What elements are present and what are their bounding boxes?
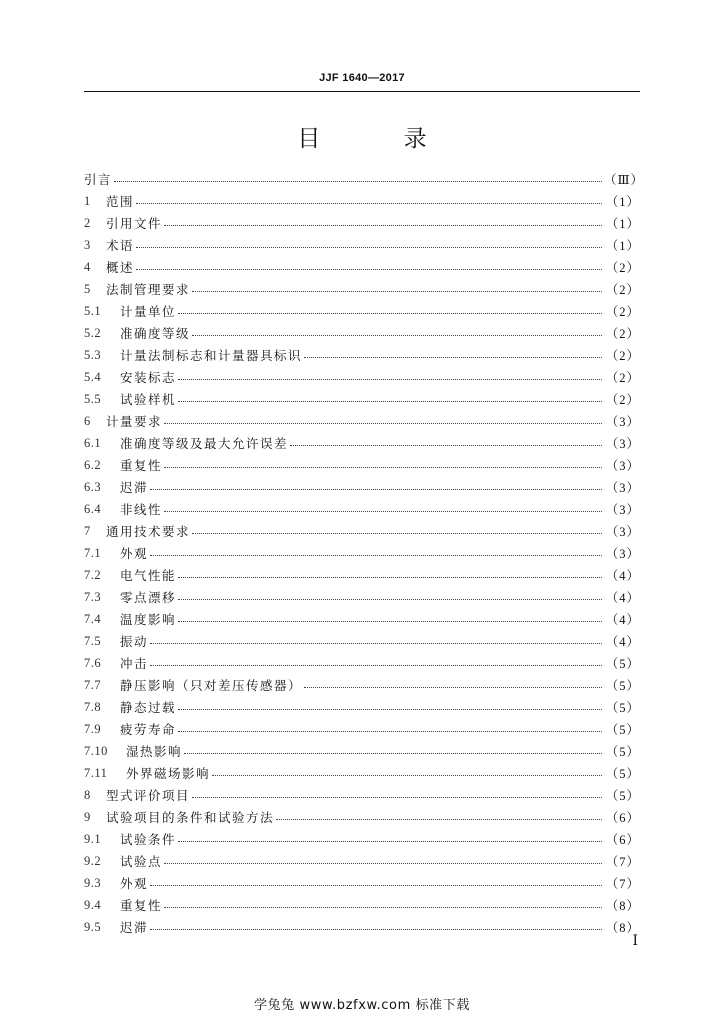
toc-dot-leader xyxy=(150,872,602,894)
toc-entry-number: 3 xyxy=(84,237,91,252)
toc-entry-page: （4） xyxy=(605,613,640,627)
toc-entry-title: 型式评价项目 xyxy=(106,788,191,803)
toc-entry-number: 7.1 xyxy=(84,545,102,560)
toc-dot-leader xyxy=(178,586,602,608)
toc-entry[interactable] xyxy=(84,784,640,806)
toc-entry-page: （1） xyxy=(605,239,640,253)
toc-dot-leader xyxy=(178,366,602,388)
toc-entry-page: （5） xyxy=(605,745,640,759)
toc-entry-number: 9.3 xyxy=(84,875,102,890)
toc-dot-leader xyxy=(178,388,602,410)
toc-entry-title: 术语 xyxy=(106,238,135,253)
toc-entry[interactable] xyxy=(84,828,640,850)
toc-entry[interactable] xyxy=(84,894,640,916)
toc-entry[interactable] xyxy=(84,542,640,564)
toc-entry-title: 范围 xyxy=(106,194,135,209)
toc-dot-leader xyxy=(136,256,602,278)
toc-entry[interactable] xyxy=(84,256,640,278)
toc-entry[interactable] xyxy=(84,652,640,674)
toc-entry[interactable] xyxy=(84,718,640,740)
toc-entry-page: （3） xyxy=(605,547,640,561)
toc-entry[interactable] xyxy=(84,630,640,652)
toc-entry-page: （2） xyxy=(605,261,640,275)
toc-entry[interactable] xyxy=(84,366,640,388)
toc-entry[interactable] xyxy=(84,454,640,476)
toc-dot-leader xyxy=(114,168,602,190)
toc-entry[interactable] xyxy=(84,300,640,322)
toc-dot-leader xyxy=(164,498,602,520)
toc-entry-title: 试验样机 xyxy=(120,392,177,407)
toc-entry-number: 5.2 xyxy=(84,325,102,340)
toc-entry-number: 7.5 xyxy=(84,633,102,648)
toc-entry[interactable] xyxy=(84,168,645,190)
page-number: Ⅰ xyxy=(632,934,638,949)
standard-code-header: JJF 1640—2017 xyxy=(319,72,405,84)
toc-entry-title: 计量要求 xyxy=(106,414,163,429)
toc-dot-leader xyxy=(136,190,602,212)
toc-entry-title: 概述 xyxy=(106,260,135,275)
toc-entry-number: 9.1 xyxy=(84,831,102,846)
toc-entry[interactable] xyxy=(84,850,640,872)
toc-dot-leader xyxy=(136,234,602,256)
toc-dot-leader xyxy=(178,608,602,630)
toc-dot-leader xyxy=(150,542,602,564)
toc-entry-page: （5） xyxy=(605,789,640,803)
toc-entry-page: （2） xyxy=(605,393,640,407)
toc-entry-title: 试验项目的条件和试验方法 xyxy=(106,810,275,825)
toc-entry-number: 7.9 xyxy=(84,721,102,736)
toc-entry-page: （3） xyxy=(605,525,640,539)
toc-entry-page: （5） xyxy=(605,723,640,737)
toc-entry-page: （1） xyxy=(605,195,640,209)
toc-entry[interactable] xyxy=(84,432,640,454)
toc-entry[interactable] xyxy=(84,564,640,586)
toc-entry-page: （4） xyxy=(605,591,640,605)
toc-entry-page: （5） xyxy=(605,679,640,693)
toc-entry[interactable] xyxy=(84,410,640,432)
toc-entry-title: 外界磁场影响 xyxy=(126,766,211,781)
toc-entry-number: 6.1 xyxy=(84,435,102,450)
toc-entry-page: （3） xyxy=(605,481,640,495)
toc-dot-leader xyxy=(276,806,602,828)
toc-entry-title: 外观 xyxy=(120,546,149,561)
toc-entry-page: （5） xyxy=(605,767,640,781)
toc-entry-number: 9.2 xyxy=(84,853,102,868)
toc-entry-title: 疲劳寿命 xyxy=(120,722,177,737)
toc-entry-page: （2） xyxy=(605,283,640,297)
page-title: 目 录 xyxy=(297,126,465,152)
toc-entry-title: 静态过载 xyxy=(120,700,177,715)
toc-dot-leader xyxy=(164,212,602,234)
toc-entry-page: （3） xyxy=(605,503,640,517)
toc-entry-title: 迟滞 xyxy=(120,480,149,495)
toc-entry[interactable] xyxy=(84,344,640,366)
table-of-contents xyxy=(84,168,645,938)
toc-entry[interactable] xyxy=(84,322,640,344)
toc-dot-leader xyxy=(178,300,602,322)
toc-entry[interactable] xyxy=(84,762,640,784)
toc-entry-title: 引用文件 xyxy=(106,216,163,231)
toc-entry-page: （2） xyxy=(605,371,640,385)
toc-entry-title: 温度影响 xyxy=(120,612,177,627)
toc-dot-leader xyxy=(164,410,602,432)
header-divider xyxy=(84,91,640,92)
toc-entry[interactable] xyxy=(84,234,640,256)
toc-entry[interactable] xyxy=(84,586,640,608)
toc-entry-title: 引言 xyxy=(84,172,113,187)
toc-entry-number: 7.11 xyxy=(84,765,108,780)
toc-entry-page: （2） xyxy=(605,327,640,341)
toc-entry-number: 5 xyxy=(84,281,91,296)
toc-entry-number: 5.3 xyxy=(84,347,102,362)
toc-entry-number: 7 xyxy=(84,523,91,538)
toc-entry-title: 计量单位 xyxy=(120,304,177,319)
toc-entry-page: （4） xyxy=(605,635,640,649)
toc-entry-page: （3） xyxy=(605,415,640,429)
toc-dot-leader xyxy=(150,916,602,938)
toc-entry-number: 8 xyxy=(84,787,91,802)
toc-entry-title: 迟滞 xyxy=(120,920,149,935)
toc-entry-page: （4） xyxy=(605,569,640,583)
toc-entry-title: 安装标志 xyxy=(120,370,177,385)
toc-dot-leader xyxy=(178,564,602,586)
toc-entry[interactable] xyxy=(84,190,640,212)
toc-entry-title: 计量法制标志和计量器具标识 xyxy=(120,348,303,363)
toc-entry-number: 7.10 xyxy=(84,743,108,758)
toc-entry-title: 电气性能 xyxy=(120,568,177,583)
toc-entry-number: 7.7 xyxy=(84,677,102,692)
toc-entry-title: 静压影响（只对差压传感器） xyxy=(120,678,303,693)
toc-entry-page: （7） xyxy=(605,877,640,891)
toc-entry-number: 1 xyxy=(84,193,91,208)
toc-dot-leader xyxy=(290,432,602,454)
toc-entry-title: 准确度等级 xyxy=(120,326,191,341)
toc-entry-number: 6.2 xyxy=(84,457,102,472)
toc-entry[interactable] xyxy=(84,278,640,300)
toc-dot-leader xyxy=(184,740,602,762)
toc-entry-page: （3） xyxy=(605,437,640,451)
toc-entry-number: 6.4 xyxy=(84,501,102,516)
toc-entry-title: 非线性 xyxy=(120,502,163,517)
toc-entry-page: （2） xyxy=(605,305,640,319)
toc-entry-page: （7） xyxy=(605,855,640,869)
toc-dot-leader xyxy=(192,784,602,806)
toc-entry[interactable] xyxy=(84,674,640,696)
toc-entry[interactable] xyxy=(84,212,640,234)
toc-dot-leader xyxy=(150,652,602,674)
toc-entry-number: 5.5 xyxy=(84,391,102,406)
toc-entry-title: 重复性 xyxy=(120,898,163,913)
toc-entry-title: 法制管理要求 xyxy=(106,282,191,297)
toc-entry[interactable] xyxy=(84,806,640,828)
toc-entry-title: 通用技术要求 xyxy=(106,524,191,539)
toc-entry-page: （6） xyxy=(605,811,640,825)
toc-dot-leader xyxy=(192,520,602,542)
toc-entry-number: 7.4 xyxy=(84,611,102,626)
toc-entry-title: 试验点 xyxy=(120,854,163,869)
toc-entry[interactable] xyxy=(84,476,640,498)
toc-entry-title: 湿热影响 xyxy=(126,744,183,759)
toc-entry-title: 外观 xyxy=(120,876,149,891)
toc-entry-title: 重复性 xyxy=(120,458,163,473)
toc-entry[interactable] xyxy=(84,740,640,762)
toc-entry[interactable] xyxy=(84,916,640,938)
toc-entry-title: 试验条件 xyxy=(120,832,177,847)
toc-entry-number: 9 xyxy=(84,809,91,824)
toc-entry-title: 零点漂移 xyxy=(120,590,177,605)
toc-entry[interactable] xyxy=(84,498,640,520)
toc-entry-number: 7.2 xyxy=(84,567,102,582)
toc-entry-page: （5） xyxy=(605,701,640,715)
toc-entry-number: 2 xyxy=(84,215,91,230)
toc-dot-leader xyxy=(164,454,602,476)
toc-entry-number: 9.5 xyxy=(84,919,102,934)
toc-entry-page: （3） xyxy=(605,459,640,473)
toc-entry-number: 9.4 xyxy=(84,897,102,912)
toc-entry[interactable] xyxy=(84,872,640,894)
toc-entry[interactable] xyxy=(84,388,640,410)
toc-dot-leader xyxy=(178,696,602,718)
toc-dot-leader xyxy=(192,322,602,344)
toc-entry-number: 7.3 xyxy=(84,589,102,604)
toc-entry-number: 7.8 xyxy=(84,699,102,714)
toc-entry-title: 准确度等级及最大允许误差 xyxy=(120,436,289,451)
toc-entry-number: 5.4 xyxy=(84,369,102,384)
toc-entry-number: 6.3 xyxy=(84,479,102,494)
toc-dot-leader xyxy=(192,278,602,300)
toc-dot-leader xyxy=(164,894,602,916)
toc-entry-page: （6） xyxy=(605,833,640,847)
footer-watermark-text: 学兔兔 www.bzfxw.com 标准下载 xyxy=(254,998,470,1013)
toc-entry-number: 6 xyxy=(84,413,91,428)
toc-entry[interactable] xyxy=(84,696,640,718)
toc-entry[interactable] xyxy=(84,608,640,630)
toc-dot-leader xyxy=(178,718,602,740)
toc-dot-leader xyxy=(304,674,602,696)
toc-entry[interactable] xyxy=(84,520,640,542)
toc-dot-leader xyxy=(212,762,602,784)
toc-dot-leader xyxy=(150,476,602,498)
toc-dot-leader xyxy=(304,344,602,366)
toc-dot-leader xyxy=(164,850,602,872)
toc-dot-leader xyxy=(178,828,602,850)
toc-entry-number: 4 xyxy=(84,259,91,274)
toc-entry-page: （2） xyxy=(605,349,640,363)
toc-entry-page: （8） xyxy=(605,921,640,935)
toc-entry-number: 7.6 xyxy=(84,655,102,670)
toc-entry-page: （8） xyxy=(605,899,640,913)
toc-entry-page: （5） xyxy=(605,657,640,671)
toc-entry-number: 5.1 xyxy=(84,303,102,318)
toc-entry-page: （Ⅲ） xyxy=(604,173,645,187)
toc-dot-leader xyxy=(150,630,602,652)
toc-entry-title: 振动 xyxy=(120,634,149,649)
toc-entry-page: （1） xyxy=(605,217,640,231)
toc-entry-title: 冲击 xyxy=(120,656,149,671)
